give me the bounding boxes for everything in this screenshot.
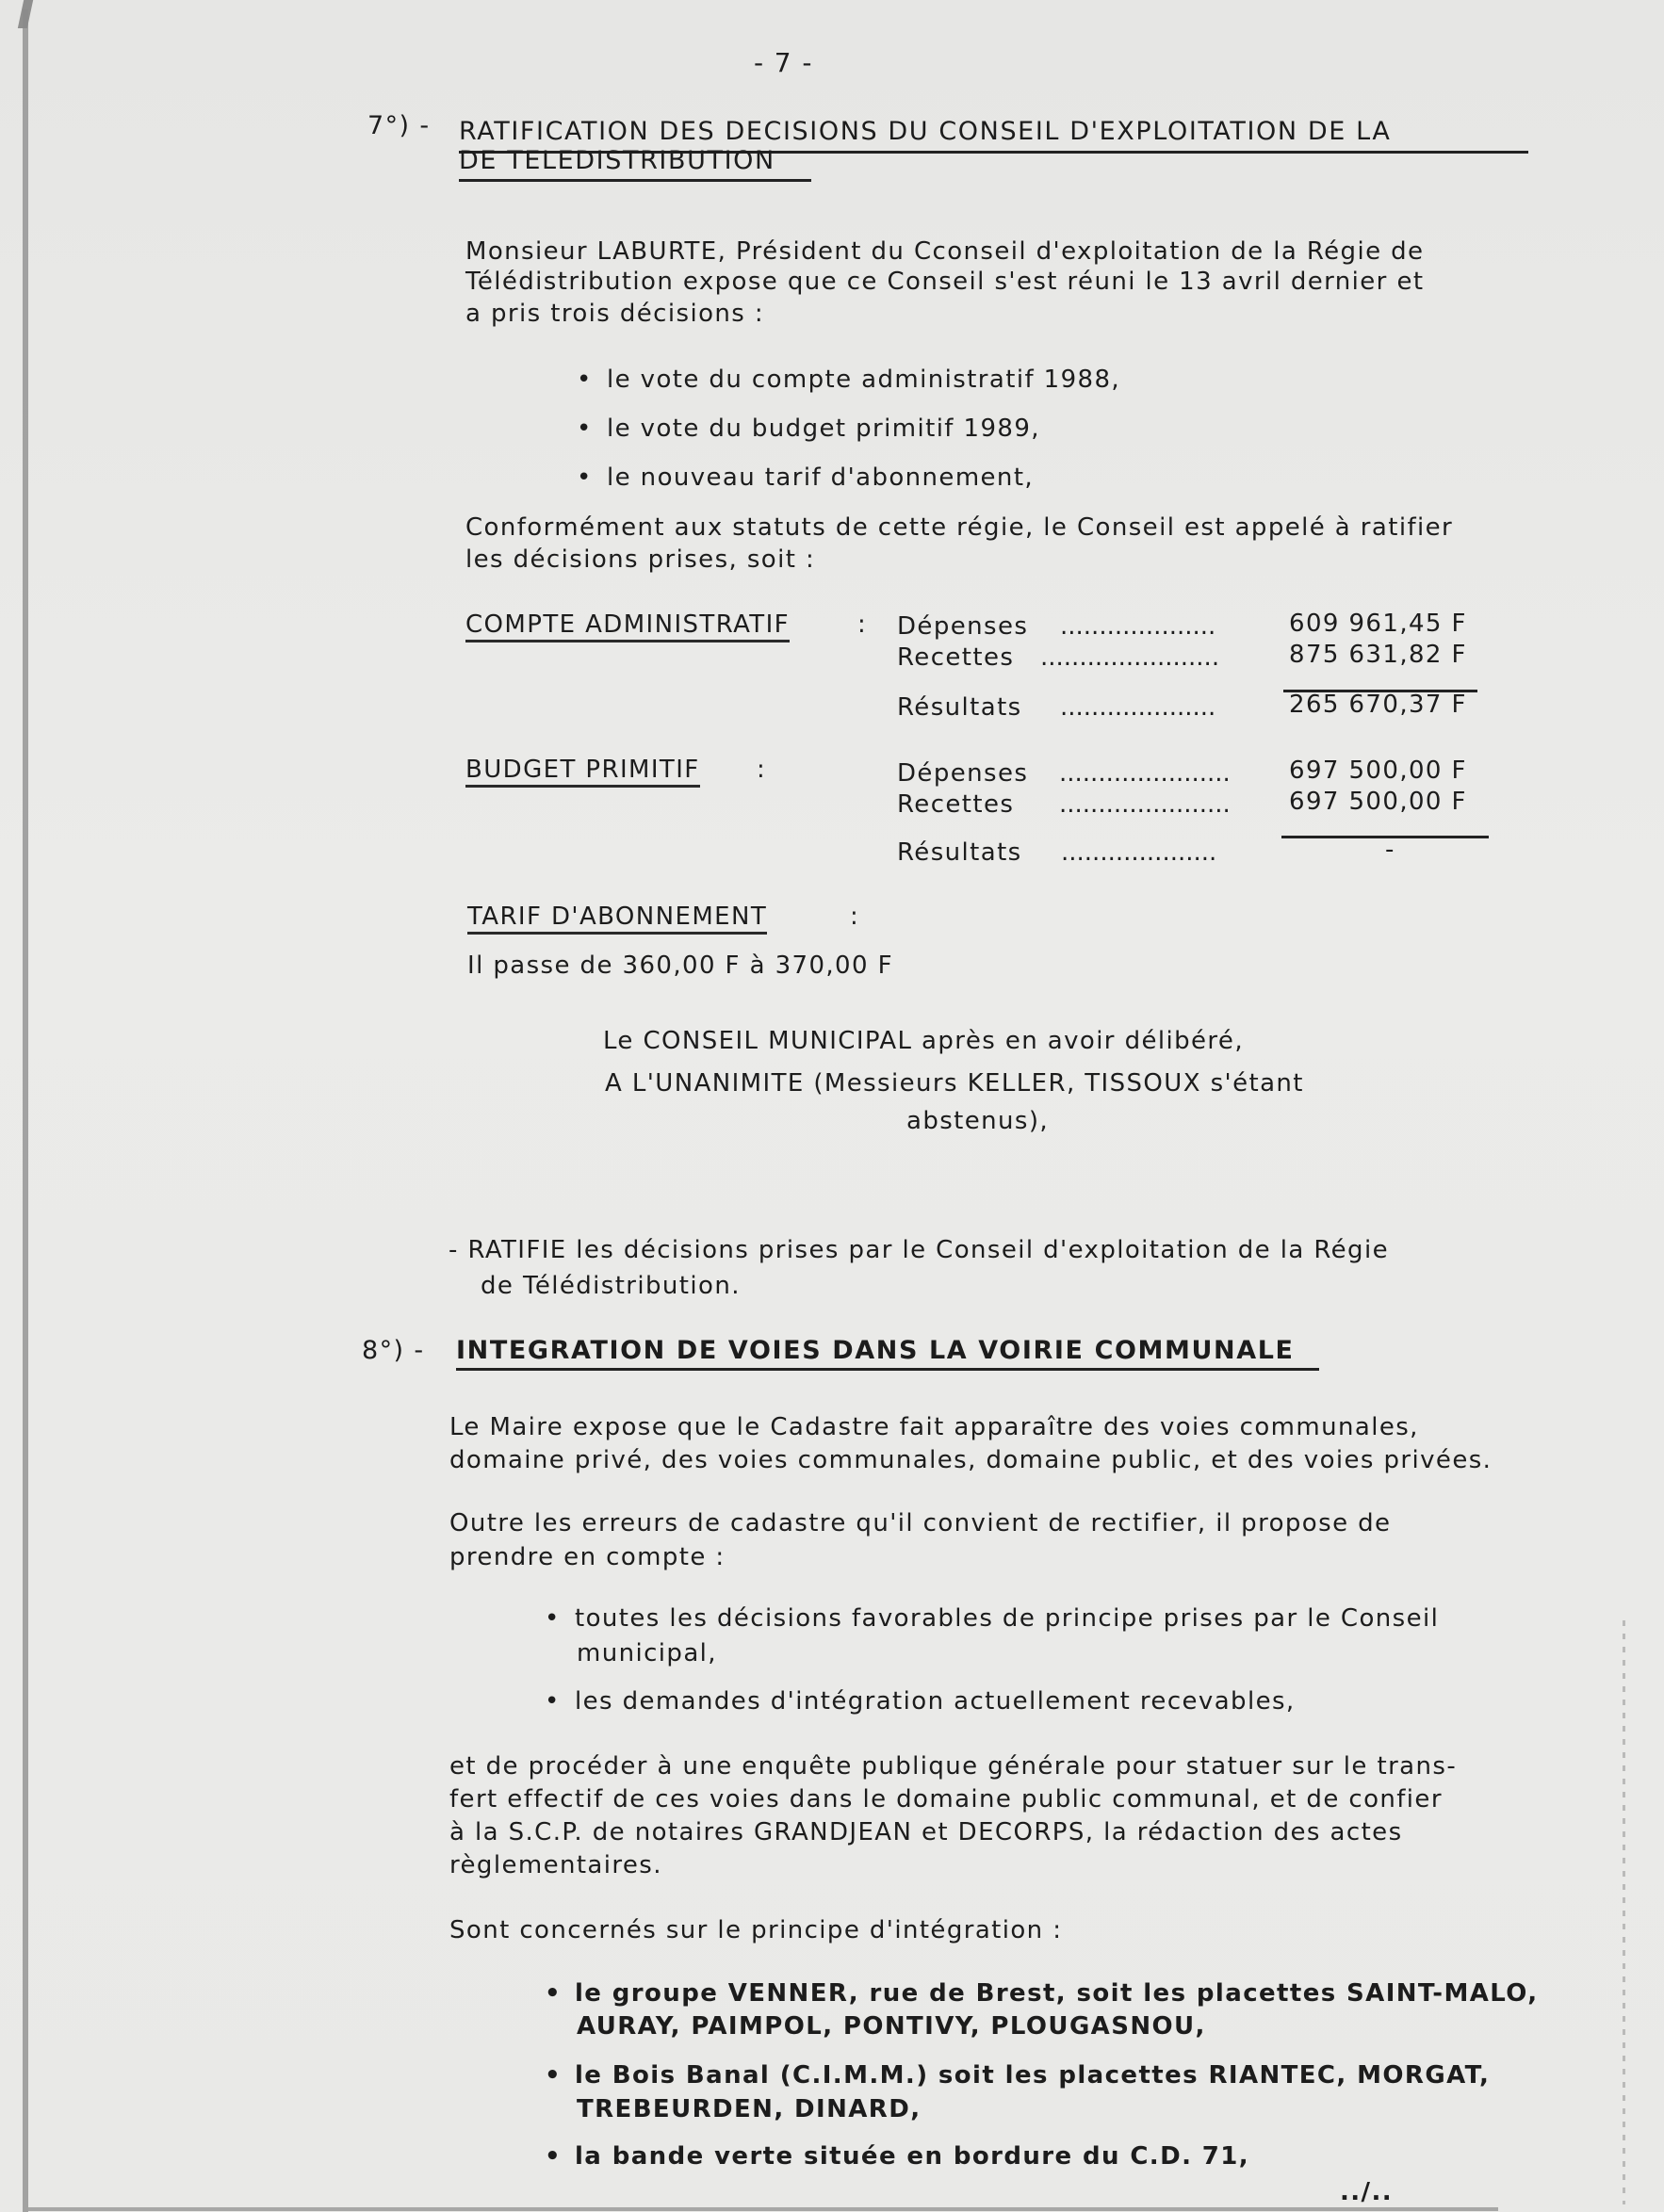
para3-line: règlementaires. <box>449 1851 662 1879</box>
ca-row-value: 265 670,37 F <box>1289 691 1467 719</box>
ca-row-dots: .................... <box>1060 612 1216 641</box>
bullet-item <box>545 1687 1296 1716</box>
bullet-text: le groupe VENNER, rue de Brest, soit les placettes SAINT-MALO, <box>575 1979 1539 2008</box>
bp-row-label: Recettes <box>897 790 1015 819</box>
budget-primitif-label: BUDGET PRIMITIF <box>465 756 700 784</box>
ca-row-dots: .................... <box>1060 693 1216 722</box>
section-7-title-line2: DE TELEDISTRIBUTION <box>459 146 775 175</box>
section-8-number: 8°) - <box>362 1336 425 1365</box>
ca-row-label: Recettes <box>897 643 1015 672</box>
page-bottom-edge <box>28 2207 1498 2211</box>
bullet-icon: • <box>545 1687 561 1716</box>
bp-row-dots: .................... <box>1061 838 1217 867</box>
para2-line: prendre en compte : <box>449 1543 726 1571</box>
page-right-edge <box>1623 1620 1625 2204</box>
para2-line: Outre les erreurs de cadastre qu'il convient de rectifier, il propose de <box>449 1509 1392 1537</box>
page-number: - 7 - <box>754 47 813 78</box>
bullet-continuation: TREBEURDEN, DINARD, <box>577 2095 922 2123</box>
ratifie-line: - RATIFIE les décisions prises par le Conseil d'exploitation de la Régie <box>449 1236 1389 1264</box>
section-8-title: INTEGRATION DE VOIES DANS LA VOIRIE COMMUNALE <box>456 1336 1295 1365</box>
bullet-text: la bande verte située en bordure du C.D. 71, <box>575 2142 1250 2171</box>
para3-line: à la S.C.P. de notaires GRANDJEAN et DECORPS, la rédaction des actes <box>449 1818 1403 1846</box>
bullet-icon: • <box>577 464 593 492</box>
bp-row-value: 697 500,00 F <box>1289 788 1467 816</box>
deliberation-line: Le CONSEIL MUNICIPAL après en avoir délibéré, <box>603 1027 1244 1055</box>
para3-line: et de procéder à une enquête publique générale pour statuer sur le trans- <box>449 1752 1458 1781</box>
decision-text: le vote du compte administratif 1988, <box>607 366 1121 394</box>
tarif-colon: : <box>850 903 860 931</box>
ca-row-value: 875 631,82 F <box>1289 641 1467 669</box>
ca-row-value: 609 961,45 F <box>1289 610 1467 638</box>
para4: Sont concernés sur le principe d'intégration : <box>449 1916 1063 1944</box>
intro-line: Télédistribution expose que ce Conseil s'est réuni le 13 avril dernier et <box>465 268 1425 296</box>
bullet-item <box>545 1604 1439 1633</box>
section-7-title-line1: RATIFICATION DES DECISIONS DU CONSEIL D'EXPLOITATION DE LA <box>459 117 1392 146</box>
budget-primitif-colon: : <box>757 756 767 784</box>
bp-row-value: 697 500,00 F <box>1289 756 1467 785</box>
bp-row-value: - <box>1385 836 1395 864</box>
ratifie-line: de Télédistribution. <box>481 1272 741 1300</box>
bp-row-label: Résultats <box>897 838 1022 867</box>
section-7-number: 7°) - <box>367 111 431 140</box>
bullet-icon: • <box>545 1979 563 2008</box>
tarif-label: TARIF D'ABONNEMENT <box>467 903 767 931</box>
page-left-edge <box>23 9 28 2212</box>
decision-item <box>577 462 1034 494</box>
conformement-line: les décisions prises, soit : <box>465 545 816 574</box>
continuation-mark: ../.. <box>1340 2178 1394 2206</box>
conformement-line: Conformément aux statuts de cette régie, le Conseil est appelé à ratifier <box>465 513 1454 542</box>
bullet-icon: • <box>577 415 593 443</box>
bullet-continuation: municipal, <box>577 1639 717 1667</box>
bullet-continuation: AURAY, PAIMPOL, PONTIVY, PLOUGASNOU, <box>577 2012 1206 2041</box>
ca-row-dots: ....................... <box>1040 643 1220 672</box>
bullet-icon: • <box>545 2061 563 2090</box>
bullet-icon: • <box>545 2142 563 2171</box>
deliberation-line: abstenus), <box>906 1107 1050 1135</box>
intro-line: a pris trois décisions : <box>465 300 765 328</box>
decision-item <box>577 364 1120 396</box>
ca-row-label: Résultats <box>897 693 1022 722</box>
decision-text: le nouveau tarif d'abonnement, <box>607 464 1035 492</box>
compte-administratif-colon: : <box>857 610 868 639</box>
ca-row-label: Dépenses <box>897 612 1029 641</box>
tarif-text: Il passe de 360,00 F à 370,00 F <box>467 951 893 980</box>
para1-line: domaine privé, des voies communales, domaine public, et des voies privées. <box>449 1446 1493 1474</box>
bullet-text: le Bois Banal (C.I.M.M.) soit les placettes RIANTEC, MORGAT, <box>575 2061 1491 2090</box>
deliberation-line: A L'UNANIMITE (Messieurs KELLER, TISSOUX s'étant <box>605 1069 1304 1098</box>
bullet-item <box>545 2061 1490 2090</box>
section-8-title-underline <box>456 1368 1319 1371</box>
compte-administratif-label: COMPTE ADMINISTRATIF <box>465 610 790 639</box>
bullet-text: toutes les décisions favorables de principe prises par le Conseil <box>575 1604 1440 1633</box>
intro-line: Monsieur LABURTE, Président du Cconseil d'exploitation de la Régie de <box>465 237 1425 266</box>
section-7-title-underline-2 <box>459 179 811 182</box>
bullet-icon: • <box>545 1604 561 1633</box>
bp-row-dots: ...................... <box>1059 790 1231 819</box>
bullet-icon: • <box>577 366 593 394</box>
bp-row-dots: ...................... <box>1059 759 1231 788</box>
bullet-item <box>545 2142 1249 2171</box>
decision-item <box>577 413 1040 445</box>
decision-text: le vote du budget primitif 1989, <box>607 415 1040 443</box>
bullet-item <box>545 1979 1538 2008</box>
bp-row-label: Dépenses <box>897 759 1029 788</box>
para3-line: fert effectif de ces voies dans le domaine public communal, et de confier <box>449 1785 1443 1814</box>
para1-line: Le Maire expose que le Cadastre fait apparaître des voies communales, <box>449 1413 1419 1441</box>
bullet-text: les demandes d'intégration actuellement recevables, <box>575 1687 1296 1716</box>
